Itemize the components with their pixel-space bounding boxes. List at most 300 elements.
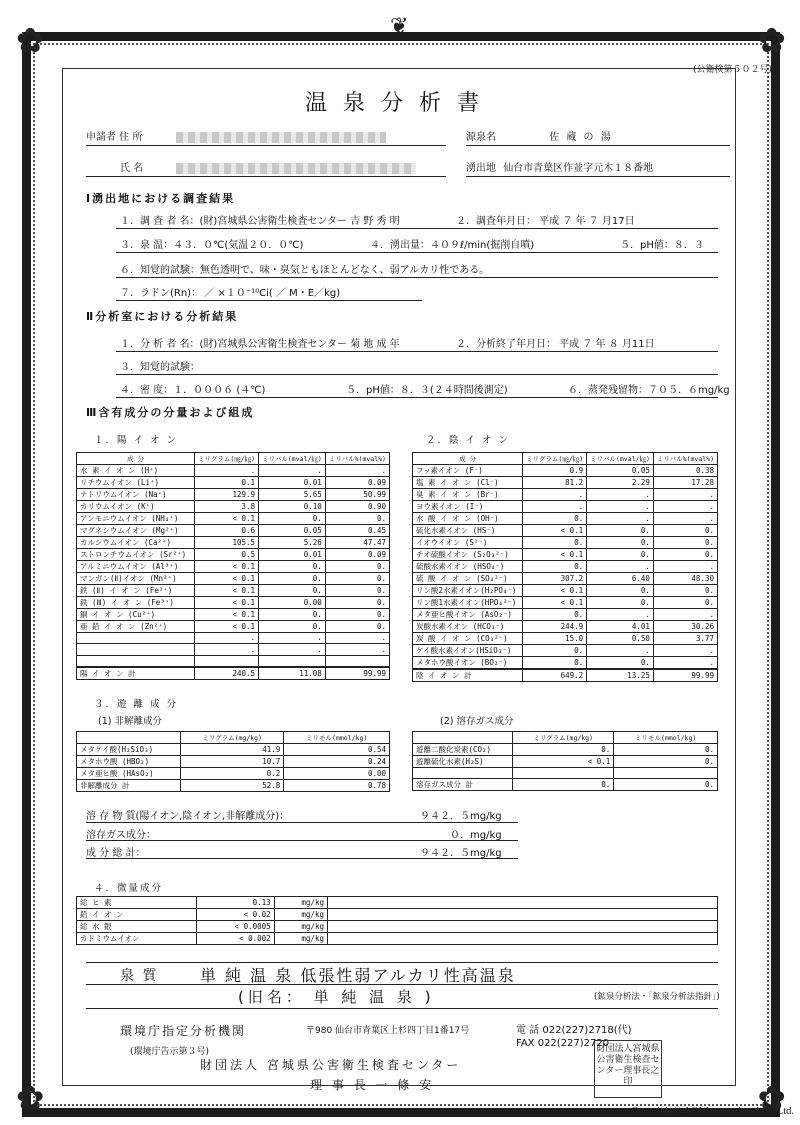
origin-label: 湧出地 [466,163,496,174]
dissolved-gas-value: ０．mg/kg [450,830,502,841]
value-cell: 0.9 [523,464,587,476]
column-header: ミリバル%(mval%) [325,453,389,465]
value-cell: 15.0 [523,632,587,644]
value-cell: 0.05 [259,524,326,536]
value-cell: 0. [259,560,326,572]
component-name-cell: 総 水 銀 [77,921,197,933]
table-row [413,548,718,560]
value-cell: 0. [259,572,326,584]
value-cell [259,655,326,667]
value-cell: 10.7 [181,755,284,767]
trace-heading: ４．微量成分 [94,883,164,894]
column-header: ミリグラム(㎎/㎏) [523,453,587,465]
table-header-row [413,453,718,465]
spring-quality-label: 泉 質 [120,968,159,984]
value-cell: 3.8 [195,500,259,512]
value-cell: 0. [653,584,717,596]
telephone: 電 話 022(227)2718(代) [516,1025,632,1036]
value-cell: 0.2 [181,767,284,779]
value-cell: 0. [325,512,389,524]
dissolved-substances-value: ９４２．５mg/kg [420,811,502,822]
value-cell: . [325,632,389,644]
underline [116,228,718,229]
value-cell: . [195,644,259,656]
value-cell: 0.10 [259,500,326,512]
value-cell: < 0.1 [523,524,587,536]
component-name-cell: ヨウ素イオン (I⁻) [413,500,523,512]
value-cell: 0.01 [259,476,326,488]
component-name-cell: 総 ヒ 素 [77,897,197,909]
component-name-cell: メタ亜ヒ酸イオン (AsO₂⁻) [413,608,523,620]
component-name-cell: 炭 酸 イ オ ン (CO₃²⁻) [413,632,523,644]
value-cell: < 0.1 [523,596,587,608]
table-row [413,755,718,767]
component-name-cell: ケイ酸水素イオン(HSiO₃⁻) [413,644,523,656]
cation-table [76,452,390,680]
value-cell: 0. [587,584,654,596]
value-cell: < 0.0005 [196,921,274,933]
table-header-row [77,453,390,465]
value-cell: . [259,632,326,644]
applicant-address-label: 申請者 住 所 [86,132,143,143]
value-cell: . [587,500,654,512]
value-cell: 0.00 [259,596,326,608]
blank-cell [328,933,718,945]
value-cell: < 0.1 [195,572,259,584]
table-row [413,512,718,524]
value-cell: mg/kg [274,921,327,933]
value-cell: mg/kg [274,897,327,909]
value-cell: 0. [614,743,718,755]
value-cell: 0. [259,512,326,524]
total-row [413,669,718,682]
lab-sensory-test: ３．知覚的試験： [120,362,200,373]
value-cell: < 0.1 [195,560,259,572]
column-header: ミリバル(mval/㎏) [587,453,654,465]
flow-rate: ４．湧出量：４０９ℓ/min(掘削自噴) [370,240,535,251]
column-header: ミリグラム(mg/kg) [181,732,284,744]
component-name-cell: 鉄 (Ⅱ) イ オ ン (Fe²⁺) [77,584,195,596]
table-row [413,572,718,584]
underline [86,858,518,859]
component-name-cell: チオ硫酸イオン (S₂O₃²⁻) [413,548,523,560]
value-cell [195,655,259,667]
value-cell: 307.2 [523,572,587,584]
free-components-heading: ３．遊 離 成 分 [94,699,179,710]
total-value-cell: 649.2 [523,669,587,682]
underline [116,252,718,253]
value-cell: 0. [587,656,654,669]
value-cell: . [325,464,389,476]
applicant-name-label: 氏 名 [120,163,144,174]
dissolved-substances-label: 溶 存 物 質(陽イオン,陰イオン,非解離成分)： [86,811,290,822]
component-name-cell: アルミニウムイオン (Al³⁺) [77,560,195,572]
component-name-cell: 塩 素 イ オ ン (Cl⁻) [413,476,523,488]
value-cell: 0.13 [196,897,274,909]
value-cell: 0.38 [653,464,717,476]
table-row [77,584,390,596]
spring-quality-value: 単 純 温 泉 低張性弱アルカリ性高温泉 [200,966,516,985]
value-cell: . [587,560,654,572]
value-cell: 0. [325,572,389,584]
value-cell: < 0.002 [196,933,274,945]
value-cell: 0. [325,608,389,620]
spring-temperature: ３．泉 温：４３．０℃(気温２０．０℃) [120,240,304,251]
value-cell: 5.26 [259,536,326,548]
analyst: １．分 析 者 名：(財)宮城県公害衛生検査センター 菊 地 成 年 [120,339,400,350]
value-cell: 0.09 [325,548,389,560]
applicant-name [120,159,416,174]
blank-cell [328,909,718,921]
table-row [77,476,390,488]
value-cell: 0. [523,608,587,620]
table-row [413,779,718,791]
underline [116,397,718,398]
nondissociated-heading: (1) 非解離成分 [98,716,162,727]
component-name-cell: カルシウムイオン (Ca²⁺) [77,536,195,548]
component-name-cell [77,655,195,667]
table-row [77,596,390,608]
value-cell: 0. [653,596,717,608]
underline [116,351,718,352]
value-cell: 0. [523,536,587,548]
table-row [77,500,390,512]
component-name-cell: 水 素 イ オ ン (H⁺) [77,464,195,476]
table-row [413,560,718,572]
survey-date: ２．調査年月日： 平成 ７ 年 ７ 月17日 [456,216,635,227]
total-value-cell: 99.99 [653,669,717,682]
value-cell: 0. [587,548,654,560]
designated-agency: 環境庁指定分析機関 [120,1024,247,1038]
value-cell: . [523,500,587,512]
component-name-cell: 硫 酸 イ オ ン (SO₄²⁻) [413,572,523,584]
value-cell: < 0.1 [195,584,259,596]
lab-ph: ５．pH値：８．３(２４時間後測定) [346,385,508,396]
divider [86,1008,718,1009]
column-header: ミリグラム(mg/kg) [513,732,614,744]
underline [116,300,422,301]
table-row [413,536,718,548]
applicant-address [86,128,386,143]
table-row [77,560,390,572]
table-row [77,779,390,791]
component-name-cell [413,767,513,779]
value-cell: 0. [513,779,614,791]
value-cell: 48.30 [653,572,717,584]
table-row [413,644,718,656]
value-cell: 0.24 [284,755,390,767]
underline [466,145,730,146]
address: 〒980 仙台市青葉区上杉四丁目1番17号 [306,1026,470,1036]
value-cell: 0. [653,536,717,548]
table-row [77,632,390,644]
underline [86,176,446,177]
table-row [413,584,718,596]
value-cell: < 0.02 [196,909,274,921]
radon: ７．ラドン(Rn)： ／ ×１０⁻¹⁰Ci( ／ M・E／kg) [120,288,341,299]
value-cell: < 0.1 [513,755,614,767]
value-cell: 0. [259,608,326,620]
value-cell: 4.01 [587,620,654,632]
table-row [77,572,390,584]
redacted-name [176,163,416,174]
component-name-cell [77,644,195,656]
origin-value: 仙台市青葉区作並字元木１８番地 [503,163,654,174]
value-cell: . [653,488,717,500]
investigator: １．調 査 者 名：(財)宮城県公害衛生検査センター 吉 野 秀 明 [120,216,400,227]
total-row [77,667,390,680]
value-cell: mg/kg [274,909,327,921]
blank-cell [328,897,718,909]
value-cell: 0.78 [284,779,390,791]
table-row [413,476,718,488]
column-header: ミリグラム(㎎/㎏) [195,453,259,465]
value-cell: < 0.1 [195,608,259,620]
value-cell: 0.50 [587,632,654,644]
value-cell: 41.9 [181,743,284,755]
component-name-cell: 銅 イ オ ン (Cu²⁺) [77,608,195,620]
table-row [413,524,718,536]
value-cell: . [195,464,259,476]
component-name-cell: イオウイオン (S²⁻) [413,536,523,548]
value-cell: . [653,560,717,572]
value-cell: < 0.1 [523,548,587,560]
table-row [77,464,390,476]
source-name-value: 佐 蔵 の 湯 [549,132,613,143]
value-cell: . [259,644,326,656]
component-name-cell: リン酸1水素イオン(HPO₄²⁻) [413,596,523,608]
table-row [77,921,718,933]
value-cell [325,655,389,667]
value-cell: 0.6 [195,524,259,536]
component-name-cell: 遊離硫化水素(H₂S) [413,755,513,767]
seal-text: 財団法人宮城県公害衛生検査センター理事長之印 [596,1044,660,1087]
underline [116,374,718,375]
component-name-cell: 非解離成分 計 [77,779,181,791]
value-cell: 6.40 [587,572,654,584]
column-header [413,732,513,744]
table-row [413,464,718,476]
total-value-cell: 11.08 [259,667,326,680]
table-header-row [77,732,390,744]
value-cell: 0. [523,644,587,656]
component-name-cell: 硫化水素イオン (HS⁻) [413,524,523,536]
table-header-row [413,732,718,744]
total-value-cell: 99.99 [325,667,389,680]
value-cell: . [653,500,717,512]
underline [466,176,730,177]
value-cell: . [653,512,717,524]
corner-ornament-icon: ✿ [16,21,45,61]
table-row [77,512,390,524]
director: 理 事 長 一 條 安 [310,1078,435,1092]
component-name-cell: アンモニウムイオン (NH₄⁺) [77,512,195,524]
component-name-cell: ナトリウムイオン (Na⁺) [77,488,195,500]
column-header: ミリバル%(mval%) [653,453,717,465]
table-row [77,755,390,767]
corner-ornament-icon: ✿ [757,1079,786,1119]
density: ４．密 度：１．０００６ (４℃) [120,385,266,396]
corner-ornament-icon: ✿ [757,21,786,61]
component-name-cell: 亜 鉛 イ オ ン (Zn²⁺) [77,620,195,632]
component-name-cell: カリウムイオン (K⁺) [77,500,195,512]
table-row [413,500,718,512]
source-name-label: 源泉名 [466,132,496,143]
underline [86,840,518,841]
value-cell: 0. [325,596,389,608]
table-row [77,897,718,909]
value-cell: 3.77 [653,632,717,644]
cation-heading: １．陽 イ オ ン [94,435,179,446]
table-row [77,536,390,548]
component-name-cell: マグネシウムイオン (Mg²⁺) [77,524,195,536]
column-header [77,732,181,744]
dissolved-gas-label: 溶存ガス成分： [86,830,156,841]
table-row [77,524,390,536]
blank-cell [328,921,718,933]
value-cell: 52.8 [181,779,284,791]
table-row [77,644,390,656]
value-cell: < 0.1 [195,596,259,608]
anion-table [412,452,718,682]
value-cell: 0.05 [587,464,654,476]
divider [86,984,718,985]
component-name-cell: メタケイ酸(H₂SiO₃) [77,743,181,755]
value-cell: mg/kg [274,933,327,945]
component-name-cell: リチウムイオン (Li⁺) [77,476,195,488]
method-note: (鉱泉分析法・「鉱泉分析法指針」) [594,992,720,1002]
value-cell: . [587,644,654,656]
origin [466,159,653,174]
value-cell: < 0.1 [523,584,587,596]
nondissociated-table [76,731,390,792]
value-cell: 0.45 [325,524,389,536]
value-cell: . [653,656,717,669]
underline [86,145,446,146]
agency-notice: (環境庁告示第３号) [130,1047,210,1057]
value-cell: 0. [653,524,717,536]
document-title: 温泉分析書 [304,91,495,116]
column-header: ミリモル(mmol/kg) [614,732,718,744]
component-name-cell: メタ亜ヒ酸 (HAsO₂) [77,767,181,779]
value-cell: 0. [614,755,718,767]
value-cell: 0. [523,512,587,524]
analysis-end-date: ２．分析終了年月日： 平成 ７ 年 ８ 月11日 [456,339,655,350]
old-name: (旧名： 単 純 温 泉 ) [238,988,435,1006]
component-name-cell: 溶存ガス成分 計 [413,779,513,791]
value-cell: . [587,608,654,620]
column-header: ミリバル(mval/㎏) [259,453,326,465]
dissolved-gas-heading: (2) 溶存ガス成分 [440,716,514,727]
component-name-cell [77,632,195,644]
redacted-address [176,132,386,143]
total-label-cell: 陰 イ オ ン 計 [413,669,523,682]
total-value-cell: 13.25 [587,669,654,682]
table-row [77,488,390,500]
section3-heading: Ⅲ含有成分の分量および組成 [86,406,255,419]
value-cell: 5.65 [259,488,326,500]
value-cell: 129.9 [195,488,259,500]
table-row [77,655,390,667]
value-cell: 0.54 [284,743,390,755]
table-row [413,608,718,620]
value-cell: . [259,464,326,476]
value-cell: 30.26 [653,620,717,632]
value-cell: . [195,632,259,644]
table-row [77,620,390,632]
underline [86,822,518,823]
value-cell: 81.2 [523,476,587,488]
ph-field: ５．pH値：８．３ [620,240,704,251]
component-name-cell: マンガン(Ⅱ)イオン (Mn²⁺) [77,572,195,584]
value-cell: 0.5 [195,548,259,560]
table-row [413,767,718,779]
value-cell: 0. [259,584,326,596]
value-cell: 0.01 [259,548,326,560]
value-cell: 0. [587,524,654,536]
value-cell: 0.00 [284,767,390,779]
component-name-cell: 遊離二酸化炭素(CO₂) [413,743,513,755]
value-cell: 0.09 [325,476,389,488]
component-name-cell: 鉛 イ オ ン [77,909,197,921]
table-row [413,743,718,755]
crest-icon: ❦ [390,14,409,39]
value-cell: 0. [513,743,614,755]
section2-heading: Ⅱ分析室における分析結果 [86,310,239,323]
value-cell: 0. [325,560,389,572]
section1-heading: Ⅰ湧出地における調査結果 [86,192,236,205]
dissolved-gas-table [412,731,718,791]
component-name-cell: 臭 素 イ オ ン (Br⁻) [413,488,523,500]
value-cell: 0.1 [195,476,259,488]
value-cell: 0.90 [325,500,389,512]
value-cell: 105.5 [195,536,259,548]
value-cell: 0. [614,779,718,791]
value-cell [614,767,718,779]
value-cell [513,767,614,779]
total-label-cell: 陽 イ オ ン 計 [77,667,195,680]
value-cell: . [325,644,389,656]
value-cell: 47.47 [325,536,389,548]
value-cell: 0. [259,620,326,632]
component-name-cell: メタホウ酸イオン (BO₂⁻) [413,656,523,669]
table-row [77,743,390,755]
value-cell: . [653,608,717,620]
table-row [413,656,718,669]
column-header: 成 分 [413,453,523,465]
table-row [77,933,718,945]
table-row [413,620,718,632]
underline [116,277,718,278]
table-row [77,767,390,779]
trace-table [76,896,718,945]
component-name-cell: フッ素イオン (F⁻) [413,464,523,476]
value-cell: . [653,644,717,656]
source-name [466,128,613,143]
official-seal [594,1040,662,1098]
value-cell: 0. [325,620,389,632]
value-cell: 0. [523,560,587,572]
sensory-test: ６．知覚的試験：無色透明で、味・臭気ともほとんどなく、弱アルカリ性である。 [120,265,490,276]
value-cell: . [587,488,654,500]
component-name-cell: 硫酸水素イオン (HSO₄⁻) [413,560,523,572]
component-name-cell: メタホウ酸 (HBO₂) [77,755,181,767]
component-name-cell: カドミウムイオン [77,933,197,945]
total-components-value: ９４２．５mg/kg [420,848,502,859]
corner-ornament-icon: ✿ [16,1079,45,1119]
value-cell: 0. [523,656,587,669]
permit-number: (公衛検第５０２号) [692,65,772,75]
